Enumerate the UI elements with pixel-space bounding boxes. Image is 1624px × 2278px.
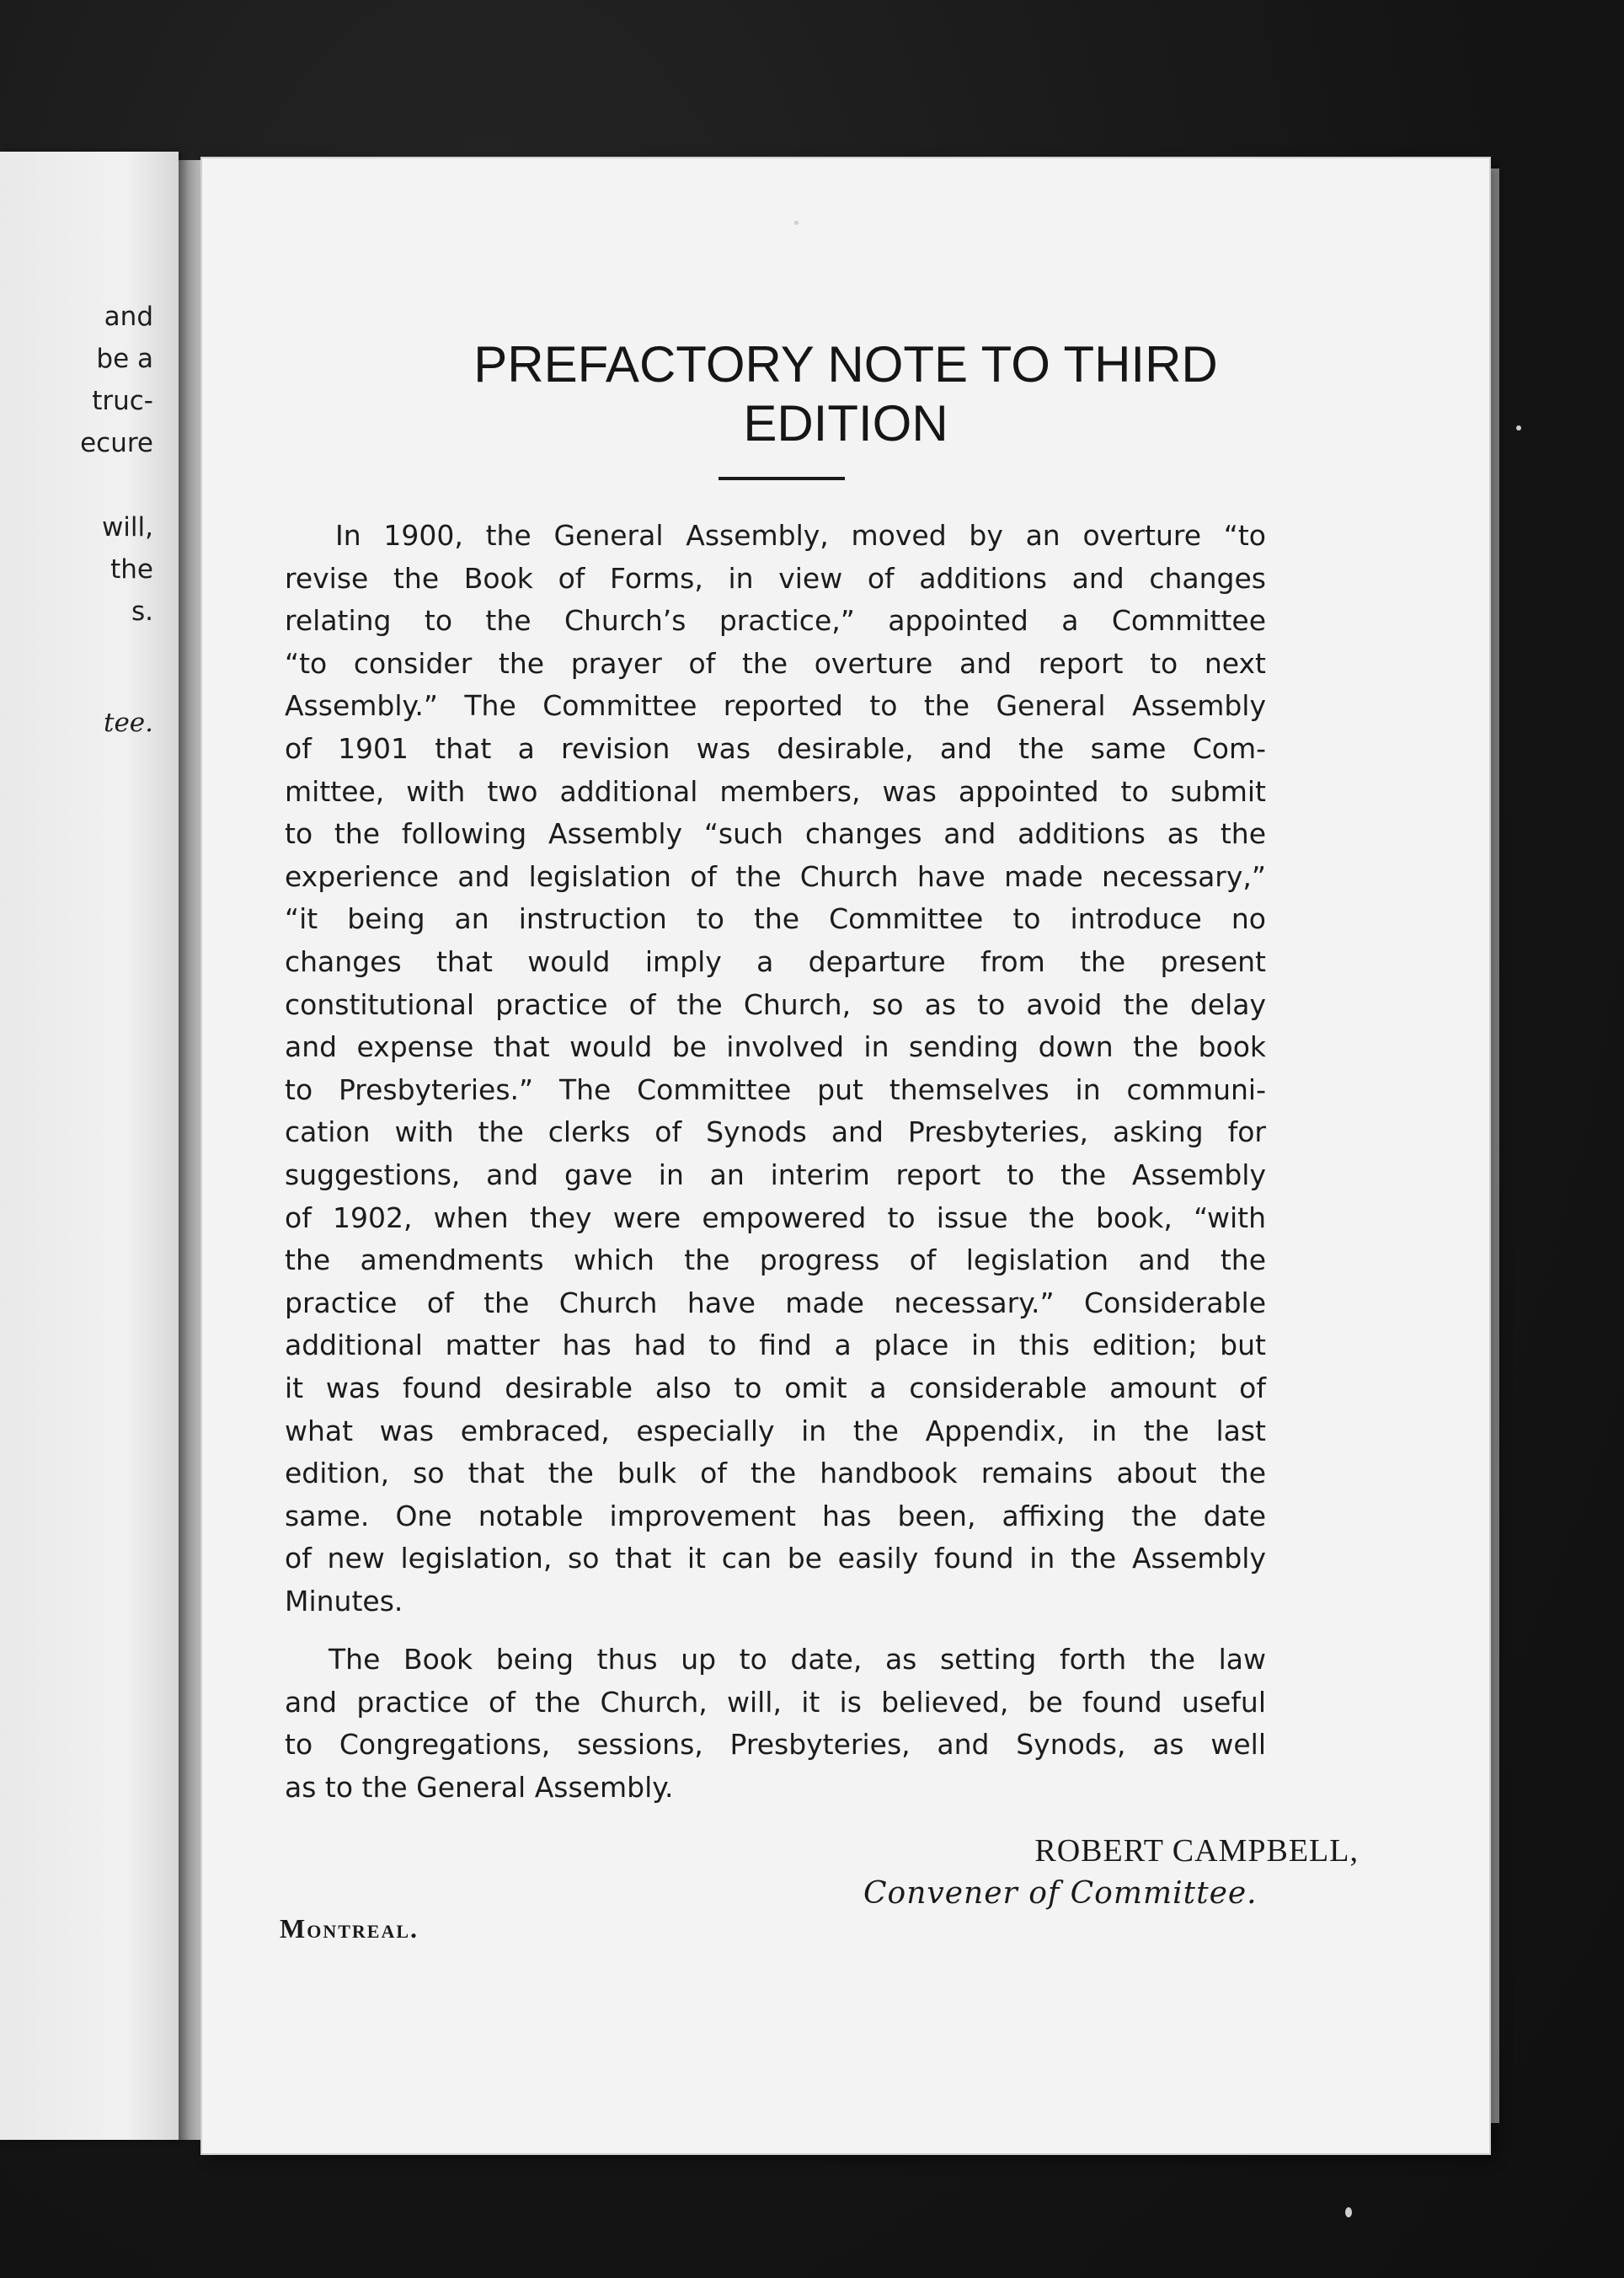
text-line: to Presbyteries.” The Committee put themselves in communi- [285, 1072, 1266, 1106]
page-title [354, 335, 1338, 453]
title-divider [719, 477, 845, 480]
text-line: revise the Book of Forms, in view of additions and changes [285, 561, 1266, 595]
text-line: The Book being thus up to date, as setting forth the law [329, 1643, 1266, 1676]
text-line: “to consider the prayer of the overture and report to next [285, 646, 1266, 680]
text-line: constitutional practice of the Church, so as to avoid the delay [285, 987, 1266, 1021]
text-line: Minutes. [285, 1585, 403, 1618]
scan-speck [1345, 2207, 1352, 2217]
text-line: edition, so that the bulk of the handbook remains about the [285, 1457, 1266, 1490]
title-line-2: EDITION [743, 395, 948, 452]
previous-page-fragment [0, 152, 179, 2140]
text-line: the amendments which the progress of legislation and the [285, 1243, 1266, 1277]
text-line: experience and legislation of the Church have made necessary,” [285, 859, 1266, 893]
left-page-line: truc- [92, 386, 153, 416]
text-line: and expense that would be involved in sending down the book [285, 1030, 1266, 1064]
page-edge [1489, 168, 1499, 2123]
text-line: cation with the clerks of Synods and Presbyteries, asking for [285, 1115, 1266, 1149]
text-line: In 1900, the General Assembly, moved by an overture “to [335, 519, 1266, 552]
left-page-line: tee. [103, 708, 153, 738]
text-line: and practice of the Church, will, it is believed, be found useful [285, 1685, 1266, 1719]
text-line: relating to the Church’s practice,” appointed a Committee [285, 604, 1266, 638]
text-line: practice of the Church have made necessary.” Considerable [285, 1286, 1266, 1319]
scan-speck [794, 221, 799, 225]
signature-name: ROBERT CAMPBELL, [1034, 1833, 1359, 1869]
left-page-line: s. [131, 596, 153, 627]
text-line: to the following Assembly “such changes and additions as the [285, 817, 1266, 851]
scan-speck [1516, 425, 1521, 430]
text-line: it was found desirable also to omit a considerable amount of [285, 1372, 1266, 1404]
text-line: as to the General Assembly. [285, 1770, 674, 1804]
text-line: of 1901 that a revision was desirable, and the same Com- [285, 732, 1266, 765]
text-line: same. One notable improvement has been, affixing the date [285, 1499, 1266, 1532]
title-line-1: PREFACTORY NOTE TO THIRD [473, 336, 1218, 393]
text-line: Assembly.” The Committee reported to the General Assembly [285, 689, 1266, 723]
text-line: mittee, with two additional members, was appointed to submit [285, 774, 1266, 808]
text-line: to Congregations, sessions, Presbyteries, and Synods, as well [285, 1728, 1266, 1762]
place-name: Montreal. [280, 1913, 419, 1944]
left-page-line: ecure [80, 428, 153, 458]
text-line: additional matter has had to find a place in this edition; but [285, 1329, 1266, 1362]
text-line: of 1902, when they were empowered to issue the book, “with [285, 1200, 1266, 1234]
left-page-line: be a [96, 344, 153, 374]
text-line: suggestions, and gave in an interim report to the Assembly [285, 1158, 1266, 1191]
text-line: changes that would imply a departure from the present [285, 945, 1266, 978]
document-page [202, 158, 1489, 2153]
text-line: what was embraced, especially in the Appendix, in the last [285, 1414, 1266, 1447]
signature-role: Convener of Committee. [863, 1876, 1258, 1911]
text-line: of new legislation, so that it can be easily found in the Assembly [285, 1542, 1266, 1575]
text-line: “it being an instruction to the Committee to introduce no [285, 902, 1266, 936]
left-page-line: the [110, 554, 153, 585]
left-page-line: and [104, 302, 153, 332]
left-page-line: will, [101, 512, 153, 543]
